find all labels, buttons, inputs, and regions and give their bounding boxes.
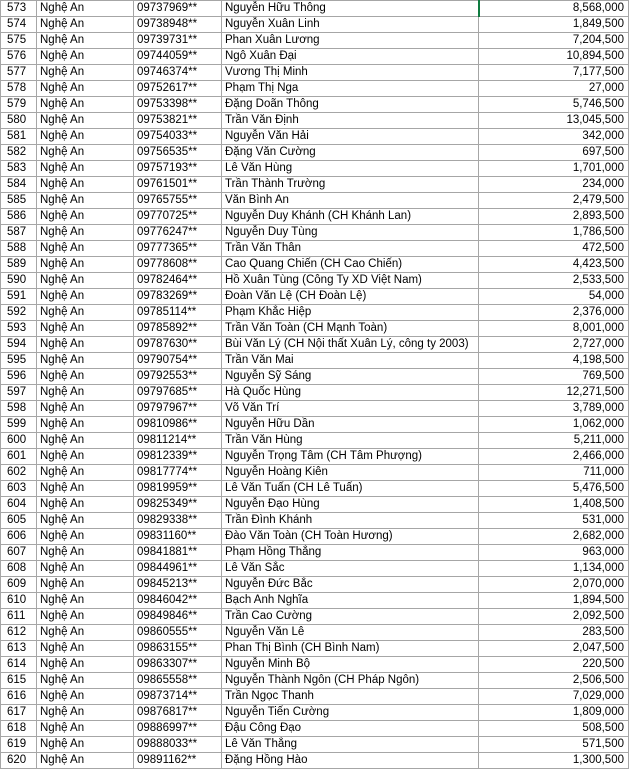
name-cell[interactable]: Nguyễn Tiến Cường [222,705,479,721]
row-number-cell[interactable]: 589 [1,257,37,273]
amount-cell[interactable]: 2,070,000 [479,577,629,593]
name-cell[interactable]: Lê Văn Sắc [222,561,479,577]
name-cell[interactable]: Đặng Văn Cường [222,145,479,161]
phone-cell[interactable]: 09778608** [134,257,222,273]
table-row[interactable] [1,321,629,337]
name-cell[interactable]: Nguyễn Hữu Thông [222,1,479,17]
phone-cell[interactable]: 09845213** [134,577,222,593]
province-cell[interactable]: Nghệ An [37,257,134,273]
phone-cell[interactable]: 09782464** [134,273,222,289]
province-cell[interactable]: Nghệ An [37,177,134,193]
name-cell[interactable]: Phạm Khắc Hiệp [222,305,479,321]
phone-cell[interactable]: 09761501** [134,177,222,193]
table-row[interactable] [1,609,629,625]
table-row[interactable] [1,513,629,529]
table-row[interactable] [1,641,629,657]
amount-cell[interactable]: 2,376,000 [479,305,629,321]
table-row[interactable] [1,225,629,241]
row-number-cell[interactable]: 584 [1,177,37,193]
province-cell[interactable]: Nghệ An [37,33,134,49]
row-number-cell[interactable]: 574 [1,17,37,33]
province-cell[interactable]: Nghệ An [37,721,134,737]
row-number-cell[interactable]: 594 [1,337,37,353]
row-number-cell[interactable]: 579 [1,97,37,113]
name-cell[interactable]: Vương Thị Minh [222,65,479,81]
province-cell[interactable]: Nghệ An [37,545,134,561]
phone-cell[interactable]: 09844961** [134,561,222,577]
table-row[interactable] [1,1,629,17]
phone-cell[interactable]: 09831160** [134,529,222,545]
row-number-cell[interactable]: 610 [1,593,37,609]
table-row[interactable] [1,753,629,769]
amount-cell[interactable]: 2,893,500 [479,209,629,225]
name-cell[interactable]: Phạm Thị Nga [222,81,479,97]
province-cell[interactable]: Nghệ An [37,97,134,113]
row-number-cell[interactable]: 593 [1,321,37,337]
amount-cell[interactable]: 1,300,500 [479,753,629,769]
phone-cell[interactable]: 09829338** [134,513,222,529]
phone-cell[interactable]: 09860555** [134,625,222,641]
name-cell[interactable]: Đoàn Văn Lệ (CH Đoàn Lệ) [222,289,479,305]
table-row[interactable] [1,545,629,561]
phone-cell[interactable]: 09863155** [134,641,222,657]
row-number-cell[interactable]: 603 [1,481,37,497]
amount-cell[interactable]: 5,476,500 [479,481,629,497]
table-row[interactable] [1,65,629,81]
province-cell[interactable]: Nghệ An [37,593,134,609]
amount-cell[interactable]: 8,568,000 [479,1,629,17]
phone-cell[interactable]: 09744059** [134,49,222,65]
row-number-cell[interactable]: 597 [1,385,37,401]
name-cell[interactable]: Văn Bình An [222,193,479,209]
row-number-cell[interactable]: 583 [1,161,37,177]
table-row[interactable] [1,337,629,353]
row-number-cell[interactable]: 577 [1,65,37,81]
name-cell[interactable]: Hồ Xuân Tùng (Công Ty XD Việt Nam) [222,273,479,289]
phone-cell[interactable]: 09790754** [134,353,222,369]
phone-cell[interactable]: 09888033** [134,737,222,753]
name-cell[interactable]: Võ Văn Trí [222,401,479,417]
table-row[interactable] [1,417,629,433]
amount-cell[interactable]: 2,092,500 [479,609,629,625]
amount-cell[interactable]: 220,500 [479,657,629,673]
amount-cell[interactable]: 531,000 [479,513,629,529]
row-number-cell[interactable]: 600 [1,433,37,449]
province-cell[interactable]: Nghệ An [37,193,134,209]
name-cell[interactable]: Lê Văn Tuấn (CH Lê Tuấn) [222,481,479,497]
table-row[interactable] [1,81,629,97]
phone-cell[interactable]: 09785114** [134,305,222,321]
name-cell[interactable]: Nguyễn Đức Bắc [222,577,479,593]
name-cell[interactable]: Bạch Anh Nghĩa [222,593,479,609]
row-number-cell[interactable]: 599 [1,417,37,433]
row-number-cell[interactable]: 598 [1,401,37,417]
table-row[interactable] [1,657,629,673]
phone-cell[interactable]: 09810986** [134,417,222,433]
phone-cell[interactable]: 09812339** [134,449,222,465]
table-row[interactable] [1,625,629,641]
province-cell[interactable]: Nghệ An [37,225,134,241]
phone-cell[interactable]: 09785892** [134,321,222,337]
province-cell[interactable]: Nghệ An [37,657,134,673]
amount-cell[interactable]: 234,000 [479,177,629,193]
amount-cell[interactable]: 697,500 [479,145,629,161]
amount-cell[interactable]: 5,211,000 [479,433,629,449]
amount-cell[interactable]: 571,500 [479,737,629,753]
phone-cell[interactable]: 09777365** [134,241,222,257]
amount-cell[interactable]: 1,809,000 [479,705,629,721]
table-row[interactable] [1,257,629,273]
table-row[interactable] [1,561,629,577]
amount-cell[interactable]: 1,134,000 [479,561,629,577]
amount-cell[interactable]: 7,029,000 [479,689,629,705]
row-number-cell[interactable]: 618 [1,721,37,737]
phone-cell[interactable]: 09797967** [134,401,222,417]
row-number-cell[interactable]: 601 [1,449,37,465]
row-number-cell[interactable]: 590 [1,273,37,289]
phone-cell[interactable]: 09776247** [134,225,222,241]
row-number-cell[interactable]: 591 [1,289,37,305]
table-row[interactable] [1,289,629,305]
row-number-cell[interactable]: 614 [1,657,37,673]
name-cell[interactable]: Nguyễn Trọng Tâm (CH Tâm Phượng) [222,449,479,465]
row-number-cell[interactable]: 604 [1,497,37,513]
phone-cell[interactable]: 09787630** [134,337,222,353]
table-row[interactable] [1,449,629,465]
row-number-cell[interactable]: 607 [1,545,37,561]
row-number-cell[interactable]: 581 [1,129,37,145]
province-cell[interactable]: Nghệ An [37,433,134,449]
row-number-cell[interactable]: 596 [1,369,37,385]
name-cell[interactable]: Nguyễn Minh Bộ [222,657,479,673]
province-cell[interactable]: Nghệ An [37,513,134,529]
phone-cell[interactable]: 09865558** [134,673,222,689]
amount-cell[interactable]: 1,062,000 [479,417,629,433]
row-number-cell[interactable]: 587 [1,225,37,241]
province-cell[interactable]: Nghệ An [37,417,134,433]
province-cell[interactable]: Nghệ An [37,113,134,129]
amount-cell[interactable]: 963,000 [479,545,629,561]
phone-cell[interactable]: 09849846** [134,609,222,625]
table-row[interactable] [1,577,629,593]
phone-cell[interactable]: 09817774** [134,465,222,481]
phone-cell[interactable]: 09753821** [134,113,222,129]
amount-cell[interactable]: 2,682,000 [479,529,629,545]
name-cell[interactable]: Phan Xuân Lương [222,33,479,49]
table-row[interactable] [1,113,629,129]
name-cell[interactable]: Nguyễn Văn Hải [222,129,479,145]
amount-cell[interactable]: 2,047,500 [479,641,629,657]
row-number-cell[interactable]: 580 [1,113,37,129]
table-row[interactable] [1,193,629,209]
phone-cell[interactable]: 09765755** [134,193,222,209]
amount-cell[interactable]: 12,271,500 [479,385,629,401]
phone-cell[interactable]: 09739731** [134,33,222,49]
table-row[interactable] [1,161,629,177]
table-row[interactable] [1,481,629,497]
phone-cell[interactable]: 09846042** [134,593,222,609]
phone-cell[interactable]: 09756535** [134,145,222,161]
province-cell[interactable]: Nghệ An [37,49,134,65]
name-cell[interactable]: Nguyễn Sỹ Sáng [222,369,479,385]
name-cell[interactable]: Phan Thị Bình (CH Bình Nam) [222,641,479,657]
name-cell[interactable]: Đặng Doãn Thông [222,97,479,113]
name-cell[interactable]: Phạm Hồng Thắng [222,545,479,561]
name-cell[interactable]: Trần Văn Định [222,113,479,129]
name-cell[interactable]: Trần Ngọc Thanh [222,689,479,705]
amount-cell[interactable]: 4,198,500 [479,353,629,369]
table-row[interactable] [1,49,629,65]
name-cell[interactable]: Lê Văn Thắng [222,737,479,753]
row-number-cell[interactable]: 588 [1,241,37,257]
row-number-cell[interactable]: 613 [1,641,37,657]
province-cell[interactable]: Nghệ An [37,369,134,385]
amount-cell[interactable]: 1,408,500 [479,497,629,513]
table-body [1,1,629,769]
province-cell[interactable]: Nghệ An [37,673,134,689]
phone-cell[interactable]: 09738948** [134,17,222,33]
name-cell[interactable]: Cao Quang Chiến (CH Cao Chiến) [222,257,479,273]
row-number-cell[interactable]: 602 [1,465,37,481]
table-row[interactable] [1,353,629,369]
phone-cell[interactable]: 09746374** [134,65,222,81]
name-cell[interactable]: Nguyễn Đạo Hùng [222,497,479,513]
row-number-cell[interactable]: 585 [1,193,37,209]
name-cell[interactable]: Trần Văn Toàn (CH Mạnh Toàn) [222,321,479,337]
province-cell[interactable]: Nghệ An [37,481,134,497]
province-cell[interactable]: Nghệ An [37,465,134,481]
phone-cell[interactable]: 09876817** [134,705,222,721]
name-cell[interactable]: Trần Văn Thân [222,241,479,257]
table-row[interactable] [1,305,629,321]
name-cell[interactable]: Lê Văn Hùng [222,161,479,177]
province-cell[interactable]: Nghệ An [37,1,134,17]
amount-cell[interactable]: 3,789,000 [479,401,629,417]
province-cell[interactable]: Nghệ An [37,241,134,257]
table-row[interactable] [1,705,629,721]
province-cell[interactable]: Nghệ An [37,689,134,705]
table-row[interactable] [1,497,629,513]
province-cell[interactable]: Nghệ An [37,337,134,353]
table-row[interactable] [1,209,629,225]
name-cell[interactable]: Nguyễn Hữu Dần [222,417,479,433]
table-row[interactable] [1,145,629,161]
name-cell[interactable]: Nguyễn Duy Khánh (CH Khánh Lan) [222,209,479,225]
phone-cell[interactable]: 09886997** [134,721,222,737]
phone-cell[interactable]: 09797685** [134,385,222,401]
table-row[interactable] [1,673,629,689]
province-cell[interactable]: Nghệ An [37,305,134,321]
phone-cell[interactable]: 09825349** [134,497,222,513]
province-cell[interactable]: Nghệ An [37,561,134,577]
province-cell[interactable]: Nghệ An [37,145,134,161]
table-row[interactable] [1,529,629,545]
name-cell[interactable]: Nguyễn Duy Tùng [222,225,479,241]
row-number-cell[interactable]: 612 [1,625,37,641]
amount-cell[interactable]: 472,500 [479,241,629,257]
name-cell[interactable]: Nguyễn Thành Ngôn (CH Pháp Ngôn) [222,673,479,689]
table-row[interactable] [1,129,629,145]
row-number-cell[interactable]: 586 [1,209,37,225]
province-cell[interactable]: Nghệ An [37,385,134,401]
table-row[interactable] [1,17,629,33]
phone-cell[interactable]: 09811214** [134,433,222,449]
table-row[interactable] [1,401,629,417]
phone-cell[interactable]: 09753398** [134,97,222,113]
table-row[interactable] [1,177,629,193]
phone-cell[interactable]: 09752617** [134,81,222,97]
phone-cell[interactable]: 09863307** [134,657,222,673]
amount-cell[interactable]: 2,727,000 [479,337,629,353]
phone-cell[interactable]: 09737969** [134,1,222,17]
province-cell[interactable]: Nghệ An [37,577,134,593]
province-cell[interactable]: Nghệ An [37,705,134,721]
table-row[interactable] [1,273,629,289]
row-number-cell[interactable]: 620 [1,753,37,769]
row-number-cell[interactable]: 605 [1,513,37,529]
province-cell[interactable]: Nghệ An [37,129,134,145]
name-cell[interactable]: Trần Thành Trường [222,177,479,193]
amount-cell[interactable]: 1,849,500 [479,17,629,33]
amount-cell[interactable]: 2,479,500 [479,193,629,209]
province-cell[interactable]: Nghệ An [37,529,134,545]
table-row[interactable] [1,721,629,737]
amount-cell[interactable]: 5,746,500 [479,97,629,113]
table-row[interactable] [1,33,629,49]
name-cell[interactable]: Hà Quốc Hùng [222,385,479,401]
phone-cell[interactable]: 09819959** [134,481,222,497]
amount-cell[interactable]: 1,786,500 [479,225,629,241]
province-cell[interactable]: Nghệ An [37,737,134,753]
phone-cell[interactable]: 09891162** [134,753,222,769]
amount-cell[interactable]: 769,500 [479,369,629,385]
amount-cell[interactable]: 2,533,500 [479,273,629,289]
amount-cell[interactable]: 10,894,500 [479,49,629,65]
province-cell[interactable]: Nghệ An [37,625,134,641]
row-number-cell[interactable]: 582 [1,145,37,161]
province-cell[interactable]: Nghệ An [37,273,134,289]
name-cell[interactable]: Trần Cao Cường [222,609,479,625]
phone-cell[interactable]: 09754033** [134,129,222,145]
province-cell[interactable]: Nghệ An [37,401,134,417]
phone-cell[interactable]: 09873714** [134,689,222,705]
province-cell[interactable]: Nghệ An [37,81,134,97]
row-number-cell[interactable]: 592 [1,305,37,321]
table-row[interactable] [1,737,629,753]
amount-cell[interactable]: 13,045,500 [479,113,629,129]
row-number-cell[interactable]: 619 [1,737,37,753]
table-row[interactable] [1,433,629,449]
province-cell[interactable]: Nghệ An [37,161,134,177]
phone-cell[interactable]: 09783269** [134,289,222,305]
name-cell[interactable]: Ngô Xuân Đại [222,49,479,65]
amount-cell[interactable]: 1,701,000 [479,161,629,177]
province-cell[interactable]: Nghệ An [37,641,134,657]
amount-cell[interactable]: 27,000 [479,81,629,97]
row-number-cell[interactable]: 576 [1,49,37,65]
name-cell[interactable]: Đào Văn Toàn (CH Toàn Hương) [222,529,479,545]
province-cell[interactable]: Nghệ An [37,289,134,305]
table-row[interactable] [1,689,629,705]
row-number-cell[interactable]: 617 [1,705,37,721]
table-row[interactable] [1,593,629,609]
row-number-cell[interactable]: 578 [1,81,37,97]
province-cell[interactable]: Nghệ An [37,17,134,33]
row-number-cell[interactable]: 609 [1,577,37,593]
phone-cell[interactable]: 09841881** [134,545,222,561]
amount-cell[interactable]: 342,000 [479,129,629,145]
table-row[interactable] [1,465,629,481]
row-number-cell[interactable]: 575 [1,33,37,49]
province-cell[interactable]: Nghệ An [37,753,134,769]
amount-cell[interactable]: 508,500 [479,721,629,737]
name-cell[interactable]: Đậu Công Đạo [222,721,479,737]
name-cell[interactable]: Trần Văn Mai [222,353,479,369]
name-cell[interactable]: Trần Văn Hùng [222,433,479,449]
phone-cell[interactable]: 09757193** [134,161,222,177]
table-row[interactable] [1,241,629,257]
amount-cell[interactable]: 2,466,000 [479,449,629,465]
row-number-cell[interactable]: 606 [1,529,37,545]
province-cell[interactable]: Nghệ An [37,609,134,625]
amount-cell[interactable]: 2,506,500 [479,673,629,689]
province-cell[interactable]: Nghệ An [37,449,134,465]
row-number-cell[interactable]: 616 [1,689,37,705]
amount-cell[interactable]: 711,000 [479,465,629,481]
table-row[interactable] [1,369,629,385]
row-number-cell[interactable]: 573 [1,1,37,17]
amount-cell[interactable]: 1,894,500 [479,593,629,609]
row-number-cell[interactable]: 611 [1,609,37,625]
amount-cell[interactable]: 8,001,000 [479,321,629,337]
amount-cell[interactable]: 54,000 [479,289,629,305]
province-cell[interactable]: Nghệ An [37,353,134,369]
province-cell[interactable]: Nghệ An [37,209,134,225]
row-number-cell[interactable]: 615 [1,673,37,689]
amount-cell[interactable]: 7,204,500 [479,33,629,49]
name-cell[interactable]: Nguyễn Văn Lê [222,625,479,641]
table-row[interactable] [1,385,629,401]
province-cell[interactable]: Nghệ An [37,65,134,81]
amount-cell[interactable]: 283,500 [479,625,629,641]
phone-cell[interactable]: 09770725** [134,209,222,225]
name-cell[interactable]: Đặng Hồng Hào [222,753,479,769]
row-number-cell[interactable]: 595 [1,353,37,369]
name-cell[interactable]: Nguyễn Xuân Linh [222,17,479,33]
amount-cell[interactable]: 4,423,500 [479,257,629,273]
name-cell[interactable]: Bùi Văn Lý (CH Nội thất Xuân Lý, công ty 2003) [222,337,479,353]
amount-cell[interactable]: 7,177,500 [479,65,629,81]
province-cell[interactable]: Nghệ An [37,497,134,513]
row-number-cell[interactable]: 608 [1,561,37,577]
province-cell[interactable]: Nghệ An [37,321,134,337]
name-cell[interactable]: Nguyễn Hoàng Kiên [222,465,479,481]
table-row[interactable] [1,97,629,113]
phone-cell[interactable]: 09792553** [134,369,222,385]
name-cell[interactable]: Trần Đình Khánh [222,513,479,529]
